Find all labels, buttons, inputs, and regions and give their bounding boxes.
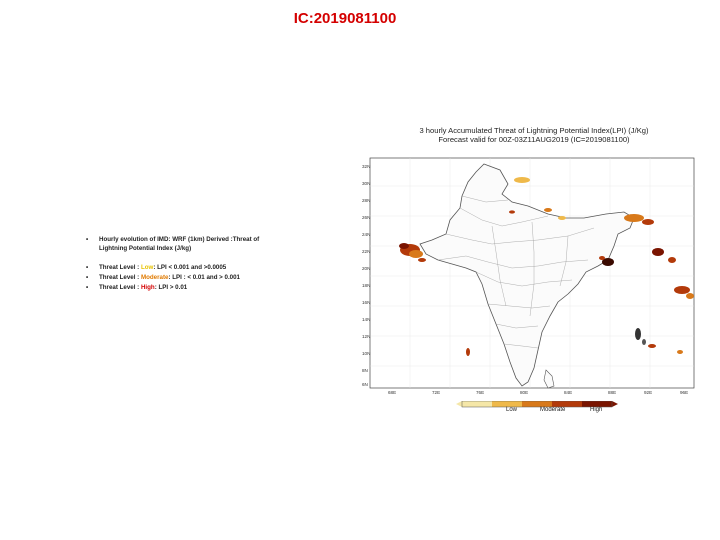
lat-label: 24N <box>362 232 371 237</box>
lat-label: 26N <box>362 215 371 220</box>
bullet-dot-icon: • <box>86 273 89 281</box>
map-title <box>384 126 684 145</box>
lat-label: 6N <box>362 382 368 387</box>
lat-label: 28N <box>362 198 371 203</box>
lon-label: 84E <box>564 390 573 395</box>
colorbar-right-arrow <box>612 401 618 407</box>
lat-label: 18N <box>362 283 371 288</box>
bullet-intro-text: Hourly evolution of IMD: WRF (1km) Derived :Threat of Lightning Potential Index (J/kg) <box>99 236 260 252</box>
slide-title: IC:2019081100 <box>293 10 397 27</box>
lat-label: 20N <box>362 266 371 271</box>
lat-label: 22N <box>362 249 371 254</box>
legend-bullets <box>86 236 286 294</box>
bullet-moderate <box>86 274 286 283</box>
lon-label: 72E <box>432 390 441 395</box>
colorbar-label-moderate: Moderate <box>540 407 566 413</box>
bullet-intro <box>86 236 286 254</box>
bullet-dot-icon: • <box>86 283 89 291</box>
lat-label: 16N <box>362 300 371 305</box>
lon-label: 68E <box>388 390 397 395</box>
lat-label: 8N <box>362 368 368 373</box>
bullet-low <box>86 264 286 273</box>
bullet-high-text: Threat Level : High: LPI > 0.01 <box>99 283 188 291</box>
map-title-line1: 3 hourly Accumulated Threat of Lightning Potential Index(LPI) (J/Kg) <box>419 126 649 135</box>
map-svg <box>362 156 698 392</box>
lon-label: 92E <box>644 390 653 395</box>
lat-label: 32N <box>362 164 371 169</box>
lat-label: 12N <box>362 334 371 339</box>
lon-label: 88E <box>608 390 617 395</box>
colorbar-label-high: High <box>590 407 603 413</box>
lat-label: 10N <box>362 351 371 356</box>
lat-label: 14N <box>362 317 371 322</box>
map-title-line2: Forecast valid for 00Z-03Z11AUG2019 (IC=2019081100) <box>438 135 630 145</box>
lon-label: 76E <box>476 390 485 395</box>
level-moderate: Moderate <box>140 273 169 281</box>
lat-label: 30N <box>362 181 371 186</box>
lon-label: 80E <box>520 390 529 395</box>
colorbar-seg <box>462 401 492 407</box>
bullet-high <box>86 284 286 293</box>
level-low: Low <box>140 263 154 271</box>
bullet-low-text: Threat Level : Low: LPI < 0.001 and >0.0005 <box>99 263 227 271</box>
level-high: High <box>140 283 155 291</box>
bullet-dot-icon: • <box>86 263 89 271</box>
bullet-dot-icon: • <box>86 236 89 243</box>
colorbar-left-arrow <box>456 401 462 407</box>
bullet-moderate-text: Threat Level : Moderate: LPI : < 0.01 and > 0.001 <box>99 273 241 281</box>
india-lpi-map <box>362 156 698 395</box>
lon-label: 96E <box>680 390 689 395</box>
colorbar-label-low: Low <box>506 407 518 413</box>
